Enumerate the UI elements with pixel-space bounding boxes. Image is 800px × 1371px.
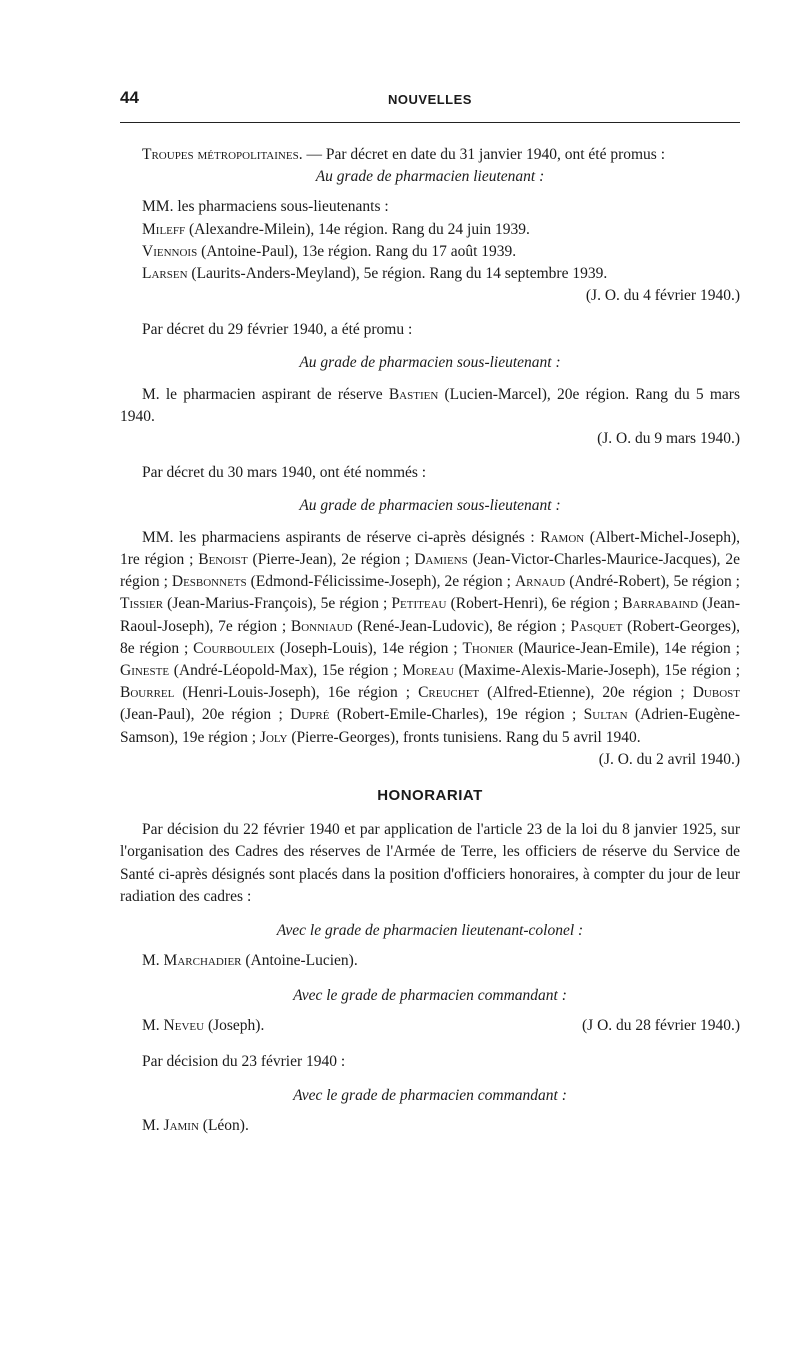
honorary-entry: M. Neveu (Joseph).	[142, 1016, 265, 1034]
journal-reference: (J O. du 28 février 1940.)	[582, 1016, 740, 1034]
grade-heading: Au grade de pharmacien lieutenant :	[315, 168, 545, 186]
grade-heading: Avec le grade de pharmacien commandant :	[293, 986, 567, 1004]
journal-reference: (J. O. du 2 avril 1940.)	[598, 750, 740, 768]
page	[120, 84, 741, 1135]
grade-heading: Au grade de pharmacien sous-lieutenant :	[299, 353, 561, 371]
honorary-entry-row	[120, 1015, 740, 1037]
appointment-list: MM. les pharmaciens aspirants de réserve ci-après désignés : Ramon (Albert-Michel-Joseph), 1re région ; Benoist (Pierre-Jean), 2e région ; Damiens (Jean-Victor-Charles-Maurice-Jacques), 2e région ; Desbonnets (Edmond-Félicissime-Joseph), 2e région ; Arnaud (André-Robert), 5e région ; Tissier (Jean-Marius-François), 5e région ; Petiteau (Robert-Henri), 6e région ; Barrabaind (Jean-Raoul-Joseph), 7e région ; Bonniaud (René-Jean-Ludovic), 8e région ; Pasquet (Robert-Georges), 8e région ; Courbouleix (Joseph-Louis), 14e région ; Thonier (Maurice-Jean-Emile), 14e région ; Gineste (André-Léopold-Max), 15e région ; Moreau (Maxime-Alexis-Marie-Joseph), 15e région ; Bourrel (Henri-Louis-Joseph), 16e région ; Creuchet (Alfred-Etienne), 20e région ; Dubost (Jean-Paul), 20e région ; Dupré (Robert-Emile-Charles), 19e région ; Sultan (Adrien-Eugène-Samson), 19e région ; Joly (Pierre-Georges), fronts tunisiens. Rang du 5 avril 1940.	[120, 528, 741, 746]
promotion-entry: Mileff (Alexandre-Milein), 14e région. Rang du 24 juin 1939.	[142, 220, 530, 238]
decision-intro: Par décision du 23 février 1940 :	[142, 1052, 346, 1070]
section-title: HONORARIAT	[377, 787, 483, 805]
grade-heading: Avec le grade de pharmacien commandant :	[293, 1087, 567, 1105]
promotion-entry: Viennois (Antoine-Paul), 13e région. Rang du 17 août 1939.	[142, 242, 517, 260]
page-header	[120, 84, 740, 112]
running-title: NOUVELLES	[388, 92, 472, 107]
honorariat-paragraph: Par décision du 22 février 1940 et par application de l'article 23 de la loi du 8 janvier 1925, sur l'organisation des Cadres des réserves de l'Armée de Terre, les officiers de réserve du Service de Santé ci-après désignés sont placés dans la position d'officiers honoraires, à compter du jour de leur radiation des cadres :	[120, 821, 740, 905]
journal-reference: (J. O. du 4 février 1940.)	[585, 287, 740, 305]
grade-heading: Au grade de pharmacien sous-lieutenant :	[299, 496, 561, 514]
honorary-entry: M. Jamin (Léon).	[142, 1117, 249, 1135]
promotion-intro: MM. les pharmaciens sous-lieutenants :	[142, 198, 389, 216]
journal-reference: (J. O. du 9 mars 1940.)	[597, 430, 740, 448]
article-body	[120, 144, 740, 1138]
header-rule	[120, 122, 740, 123]
promotion-entry: M. le pharmacien aspirant de réserve Bastien (Lucien-Marcel), 20e région. Rang du 5 mars 1940.	[120, 385, 741, 426]
page-number: 44	[120, 88, 139, 107]
decree-intro: Par décret du 30 mars 1940, ont été nommés :	[142, 464, 427, 482]
decree-intro: Par décret du 29 février 1940, a été promu :	[142, 321, 413, 339]
grade-heading: Avec le grade de pharmacien lieutenant-colonel :	[276, 922, 584, 940]
section-lead: Troupes métropolitaines.	[142, 146, 303, 163]
promotion-entry: Larsen (Laurits-Anders-Meyland), 5e région. Rang du 14 septembre 1939.	[142, 265, 608, 283]
troupes-paragraph: Troupes métropolitaines. — Par décret en date du 31 janvier 1940, ont été promus :	[142, 146, 666, 163]
honorary-entry: M. Marchadier (Antoine-Lucien).	[142, 952, 358, 970]
